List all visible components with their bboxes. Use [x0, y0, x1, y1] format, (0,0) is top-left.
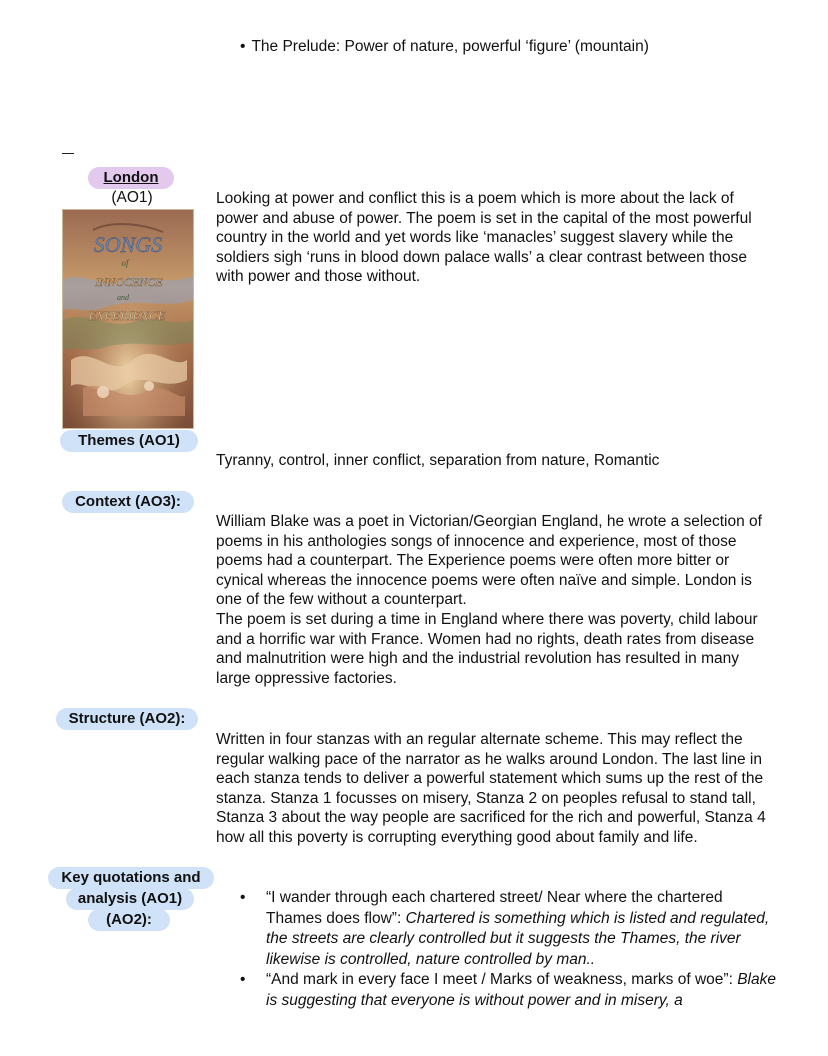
dash-mark: [62, 153, 74, 154]
list-item: [240, 970, 780, 1011]
cover-title-line5: EXPERIENCE: [88, 308, 166, 323]
context-paragraph-1: William Blake was a poet in Victorian/Georgian England, he wrote a selection of poems in his anthologies songs of innocence and experience, most of those poems had a counterpart. The Experience poems were often more bitter or cynical whereas the innocence poems were often naïve and simple. London is one of the few without a counterpart.: [216, 513, 762, 609]
poem-intro: Looking at power and conflict this is a poem which is more about the lack of power and abuse of power. The poem is set in the capital of the most powerful country in the world and yet words like ‘manacles’ suggest slavery while the soldiers sigh ‘runs in blood down palace walls’ a clear contrast between those with power and those without.: [216, 190, 752, 286]
key-quotes-label-line1: Key quotations and: [48, 867, 214, 889]
cover-title-line1: SONGS: [93, 232, 163, 257]
context-section: [216, 512, 776, 688]
cover-title-line3: INNOCENCE: [95, 275, 163, 289]
quote-analysis: Chartered is something which is listed and regulated, the streets are clearly controlled but it suggests the Thames, the river likewise is controlled, nature controlled by man..: [266, 909, 770, 968]
prelude-bullet-text: The Prelude: Power of nature, powerful ‘figure’ (mountain): [251, 38, 649, 55]
poem-title: London: [88, 167, 174, 189]
cover-title-line4: and: [117, 293, 129, 302]
bullet-glyph: •: [240, 889, 246, 906]
themes-label: Themes (AO1): [60, 430, 198, 452]
prelude-bullet: [240, 38, 649, 56]
structure-label: Structure (AO2):: [56, 708, 198, 730]
cover-title-line2: of: [121, 258, 129, 268]
quote-analysis: Blake is suggesting that everyone is without power and in misery, a: [266, 971, 776, 1009]
quote-text: “I wander through each chartered street/ Near where the chartered Thames does flow”:: [266, 889, 723, 927]
key-quotes-label-line2: analysis (AO1): [66, 888, 194, 910]
bullet-glyph: •: [240, 971, 246, 988]
book-cover-image: [62, 209, 194, 429]
context-label: Context (AO3):: [62, 491, 194, 513]
key-quotes-label-line3: (AO2):: [88, 909, 170, 931]
poem-title-ao: (AO1): [111, 189, 153, 206]
structure-text: Written in four stanzas with an regular alternate scheme. This may reflect the regular walking pace of the narrator as he walks around London. The last line in each stanza tends to deliver a powerful statement which sums up the rest of the stanza. Stanza 1 focusses on misery, Stanza 2 on peoples refusal to stand tall, Stanza 3 about the way people are sacrificed for the rich and powerful, Stanza 4 how all this poverty is corrupting everything good about family and life.: [216, 731, 766, 846]
list-item: [240, 888, 780, 970]
bullet-glyph: •: [240, 38, 246, 55]
key-quotes-list: [240, 888, 780, 1011]
quote-text: “And mark in every face I meet / Marks of weakness, marks of woe”:: [266, 971, 733, 988]
context-paragraph-2: The poem is set during a time in England where there was poverty, child labour and a horrific war with France. Women had no rights, death rates from disease and malnutrition were high and the industrial revolution has resulted in many large oppressive factories.: [216, 610, 758, 687]
themes-text: Tyranny, control, inner conflict, separation from nature, Romantic: [216, 452, 660, 469]
